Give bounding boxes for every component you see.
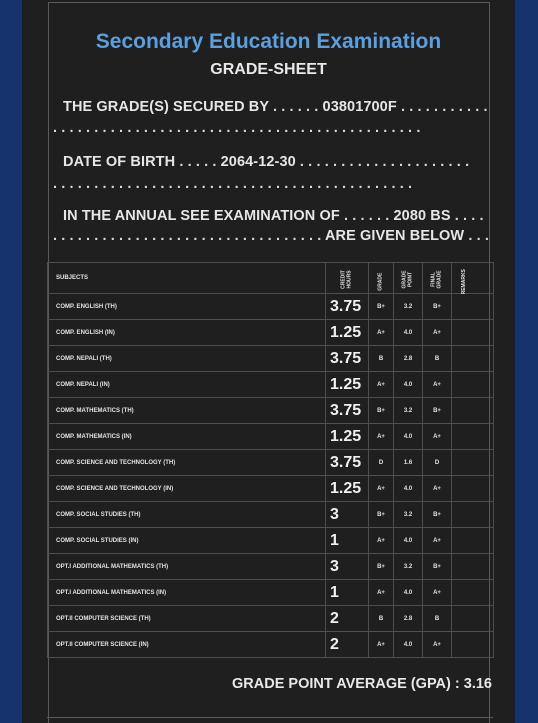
grade-cell: A+ xyxy=(369,528,394,554)
subject-cell: COMP. SOCIAL STUDIES (TH) xyxy=(48,502,326,528)
secured-by-label: THE GRADE(S) SECURED BY xyxy=(63,99,269,115)
bottom-rule xyxy=(47,717,493,718)
grade-cell: B+ xyxy=(369,502,394,528)
grade-cell: A+ xyxy=(369,632,394,658)
table-row xyxy=(48,346,494,372)
table-row xyxy=(48,554,494,580)
gpa-line xyxy=(232,676,492,692)
credit-hours-cell: 3.75 xyxy=(326,398,369,424)
grade-point-cell: 4.0 xyxy=(394,476,423,502)
grade-cell: B xyxy=(369,346,394,372)
final-grade-cell: D xyxy=(423,450,452,476)
remarks-cell xyxy=(452,476,494,502)
subject-cell: OPT.II COMPUTER SCIENCE (TH) xyxy=(48,606,326,632)
grade-point-cell: 3.2 xyxy=(394,554,423,580)
subject-cell: COMP. MATHEMATICS (TH) xyxy=(48,398,326,424)
subject-cell: COMP. ENGLISH (TH) xyxy=(48,294,326,320)
remarks-cell xyxy=(452,450,494,476)
final-grade-cell: A+ xyxy=(423,424,452,450)
remarks-cell xyxy=(452,632,494,658)
subject-cell: OPT.I ADDITIONAL MATHEMATICS (TH) xyxy=(48,554,326,580)
remarks-cell xyxy=(452,528,494,554)
final-grade-cell: A+ xyxy=(423,528,452,554)
final-grade-cell: A+ xyxy=(423,476,452,502)
grade-point-cell: 4.0 xyxy=(394,320,423,346)
grade-cell: A+ xyxy=(369,580,394,606)
exam-title: Secondary Education Examination xyxy=(95,30,442,53)
table-row xyxy=(48,424,494,450)
grade-point-cell: 2.8 xyxy=(394,606,423,632)
subject-cell: COMP. MATHEMATICS (IN) xyxy=(48,424,326,450)
table-row xyxy=(48,528,494,554)
credit-hours-cell: 3 xyxy=(326,554,369,580)
subject-cell: COMP. SCIENCE AND TECHNOLOGY (IN) xyxy=(48,476,326,502)
grade-point-cell: 3.2 xyxy=(394,502,423,528)
subject-cell: COMP. NEPALI (IN) xyxy=(48,372,326,398)
subject-cell: COMP. ENGLISH (IN) xyxy=(48,320,326,346)
grade-sheet: Secondary Education Examination GRADE-SHEET THE GRADE(S) SECURED BY . . . . . . 03801700F . . . . . . . . . . . . . . . . . . . . . . . . . . . . . . . . . . . . . . . . . . . . . . . . . . . . . . . . DATE OF BIRTH . . . . . 2064-12-30 . . . . . . . . . . . . . . . . . . . . . . . . . . . . . . . . . . . . . . . . . . . . . . . . . . . . . . . . . . . . . . . . . IN THE ANNUAL SEE EXAMINATION OF . . . . . . 2080 BS . . . . . . . . . . . . . . . . . . . . . . . . . . . . . . . . . . . . . ARE GIVEN BELOW . . . SUBJECTS CREDIT HOURS GRADE GRADE POINT FINAL GRADE REMARKS COMP. ENGLISH (TH) 3.75 B+ 3.2 B+ COMP. ENGLISH (IN) 1.25 A+ 4.0 A+ COMP. NEPALI (TH) 3.75 B 2.8 B COMP. NEPALI (IN) 1.25 A+ 4.0 A+ COMP. MATHEMATICS (TH) 3.75 B+ 3.2 B+ COMP. MATHEMATICS (IN) 1.25 A+ 4.0 A+ COMP. SCIENCE AND TECHNOLOGY (TH) 3.75 D 1.6 D COMP. SCIENCE AND TECHNOLOGY (IN) 1.25 A+ 4.0 A+ COMP. SOCIAL STUDIES (TH) 3 B+ 3.2 B+ COMP. SOCIAL STUDIES (IN) 1 A+ 4.0 A+ OPT.I ADDITIONAL MATHEMATICS (TH) 3 B+ 3.2 B+ OPT.I ADDITIONAL MATHEMATICS (IN) 1 A+ 4.0 A+ OPT.II COMPUTER SCIENCE (TH) 2 B 2.8 B OPT.II COMPUTER SCIENCE (IN) 2 A+ 4.0 A+ GRADE POINT AVERAGE (GPA) : 3.16 xyxy=(22,0,515,723)
remarks-cell xyxy=(452,320,494,346)
table-header-row xyxy=(48,263,494,294)
credit-hours-cell: 2 xyxy=(326,632,369,658)
grade-sheet-heading: GRADE-SHEET xyxy=(210,61,327,78)
credit-hours-cell: 3 xyxy=(326,502,369,528)
grade-cell: A+ xyxy=(369,424,394,450)
credit-hours-cell: 2 xyxy=(326,606,369,632)
remarks-cell xyxy=(452,580,494,606)
credit-hours-cell: 1.25 xyxy=(326,424,369,450)
remarks-cell xyxy=(452,294,494,320)
table-row xyxy=(48,580,494,606)
secured-by-line: THE GRADE(S) SECURED BY . . . . . . 03801700F . . . . . . . . . . . xyxy=(63,99,488,115)
header-credit-hours: CREDIT HOURS xyxy=(326,263,369,294)
grade-cell: A+ xyxy=(369,372,394,398)
dob-label: DATE OF BIRTH xyxy=(63,154,176,170)
table-row xyxy=(48,294,494,320)
gpa-label: GRADE POINT AVERAGE (GPA) : xyxy=(232,676,460,692)
header-remarks: REMARKS xyxy=(452,263,494,294)
remarks-cell xyxy=(452,424,494,450)
final-grade-cell: A+ xyxy=(423,580,452,606)
subject-cell: COMP. SCIENCE AND TECHNOLOGY (TH) xyxy=(48,450,326,476)
subject-cell: OPT.II COMPUTER SCIENCE (IN) xyxy=(48,632,326,658)
grade-point-cell: 4.0 xyxy=(394,528,423,554)
header-subjects: SUBJECTS xyxy=(48,263,326,294)
header-grade-point: GRADE POINT xyxy=(394,263,423,294)
table-row xyxy=(48,398,494,424)
subject-cell: OPT.I ADDITIONAL MATHEMATICS (IN) xyxy=(48,580,326,606)
remarks-cell xyxy=(452,372,494,398)
grade-cell: B xyxy=(369,606,394,632)
dob-value: 2064-12-30 xyxy=(220,154,296,170)
grade-cell: A+ xyxy=(369,476,394,502)
grade-point-cell: 1.6 xyxy=(394,450,423,476)
final-grade-cell: B+ xyxy=(423,502,452,528)
grade-cell: B+ xyxy=(369,398,394,424)
final-grade-cell: B+ xyxy=(423,294,452,320)
grade-point-cell: 4.0 xyxy=(394,372,423,398)
grade-point-cell: 3.2 xyxy=(394,294,423,320)
credit-hours-cell: 1 xyxy=(326,580,369,606)
table-row xyxy=(48,606,494,632)
remarks-cell xyxy=(452,346,494,372)
grade-point-cell: 4.0 xyxy=(394,580,423,606)
credit-hours-cell: 1.25 xyxy=(326,372,369,398)
header-grade: GRADE xyxy=(369,263,394,294)
exam-label: IN THE ANNUAL SEE EXAMINATION OF xyxy=(63,208,340,224)
dob-line: DATE OF BIRTH . . . . . 2064-12-30 . . . . . . . . . . . . . . . . . . . . . xyxy=(63,154,470,170)
grade-cell: D xyxy=(369,450,394,476)
credit-hours-cell: 3.75 xyxy=(326,346,369,372)
grade-point-cell: 4.0 xyxy=(394,632,423,658)
final-grade-cell: A+ xyxy=(423,320,452,346)
remarks-cell xyxy=(452,502,494,528)
final-grade-cell: B xyxy=(423,346,452,372)
table-row xyxy=(48,372,494,398)
credit-hours-cell: 1 xyxy=(326,528,369,554)
given-below-text: ARE GIVEN BELOW xyxy=(324,228,465,244)
table-row xyxy=(48,632,494,658)
grade-point-cell: 4.0 xyxy=(394,424,423,450)
credit-hours-cell: 1.25 xyxy=(326,476,369,502)
final-grade-cell: B+ xyxy=(423,554,452,580)
table-row xyxy=(48,320,494,346)
symbol-number: 03801700F xyxy=(322,99,397,115)
grades-table xyxy=(47,262,494,658)
subject-cell: COMP. SOCIAL STUDIES (IN) xyxy=(48,528,326,554)
exam-year: 2080 BS xyxy=(393,208,451,224)
grade-cell: A+ xyxy=(369,320,394,346)
grade-point-cell: 2.8 xyxy=(394,346,423,372)
table-row xyxy=(48,476,494,502)
grade-point-cell: 3.2 xyxy=(394,398,423,424)
final-grade-cell: A+ xyxy=(423,632,452,658)
table-row xyxy=(48,450,494,476)
header-final-grade: FINAL GRADE xyxy=(423,263,452,294)
credit-hours-cell: 3.75 xyxy=(326,294,369,320)
given-below-line: . . . . . . . . . . . . . . . . . . . . . . . . . . . . . . . . . ARE GIVEN BELOW . . . xyxy=(53,228,489,244)
remarks-cell xyxy=(452,554,494,580)
credit-hours-cell: 1.25 xyxy=(326,320,369,346)
grade-cell: B+ xyxy=(369,554,394,580)
table-row xyxy=(48,502,494,528)
subject-cell: COMP. NEPALI (TH) xyxy=(48,346,326,372)
gpa-value: 3.16 xyxy=(463,676,492,692)
grade-cell: B+ xyxy=(369,294,394,320)
credit-hours-cell: 3.75 xyxy=(326,450,369,476)
final-grade-cell: A+ xyxy=(423,372,452,398)
final-grade-cell: B xyxy=(423,606,452,632)
remarks-cell xyxy=(452,606,494,632)
final-grade-cell: B+ xyxy=(423,398,452,424)
exam-line: IN THE ANNUAL SEE EXAMINATION OF . . . . . . 2080 BS . . . . xyxy=(63,208,484,224)
remarks-cell xyxy=(452,398,494,424)
